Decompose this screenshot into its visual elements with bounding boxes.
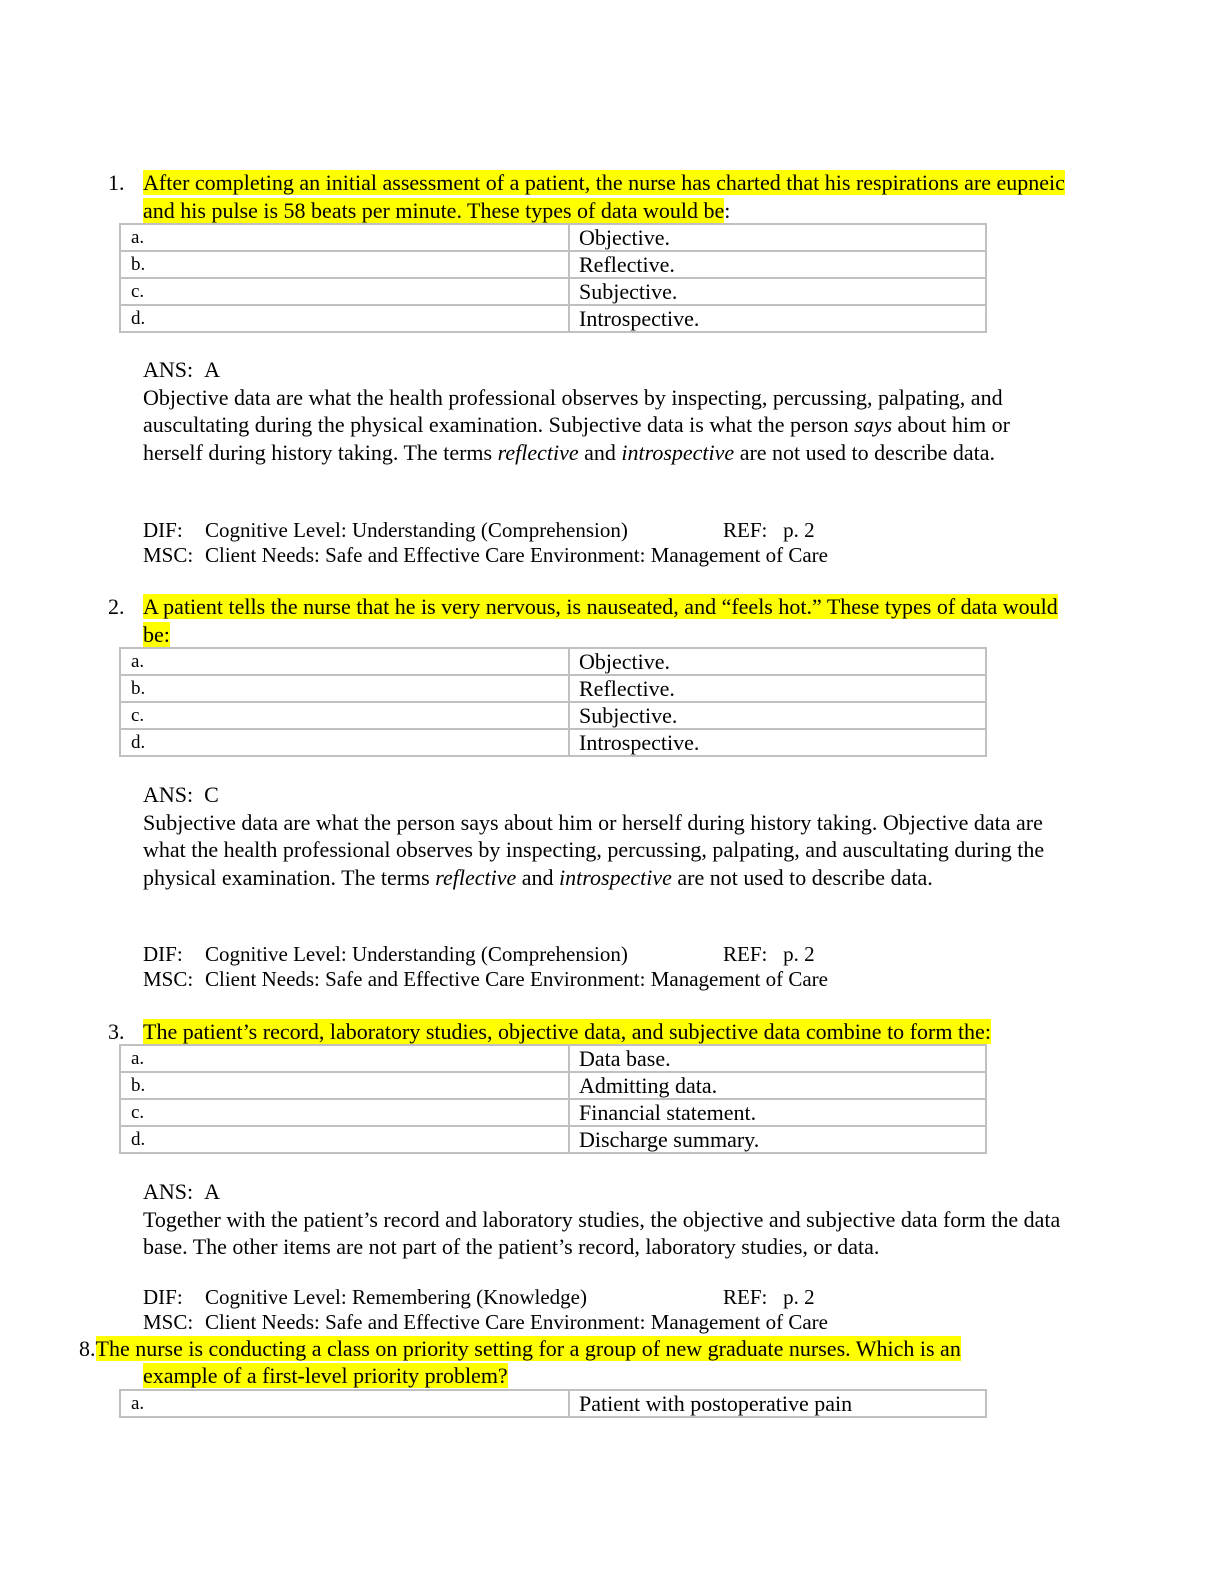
answer-rationale [143, 1178, 1073, 1261]
option-letter: a. [120, 1045, 569, 1072]
option-letter: c. [120, 278, 569, 305]
question-stem-text: The nurse is conducting a class on priority setting for a group of new graduate nurses. Which is an [95, 1336, 961, 1361]
msc-label: MSC: [143, 966, 194, 991]
dif-label: DIF: [143, 942, 183, 966]
option-letter: b. [120, 1072, 569, 1099]
ref-label: REF: [723, 518, 768, 542]
rationale-emphasis: reflective [435, 864, 517, 890]
answer-line [143, 781, 1073, 809]
question-metadata [143, 942, 1073, 991]
answer-label: ANS: [143, 357, 194, 382]
option-row[interactable] [120, 1390, 986, 1417]
option-row[interactable] [120, 1126, 986, 1153]
msc-value: Client Needs: Safe and Effective Care Environment: Management of Care [205, 542, 828, 567]
question-metadata [143, 1285, 1073, 1334]
answer-value: C [204, 782, 219, 807]
option-text: Admitting data. [569, 1072, 986, 1099]
option-row[interactable] [120, 729, 986, 756]
option-letter: d. [120, 1126, 569, 1153]
ref-label: REF: [723, 1285, 768, 1309]
ref-label: REF: [723, 942, 768, 966]
dif-value: Cognitive Level: Understanding (Comprehension) [205, 942, 628, 966]
option-row[interactable] [120, 305, 986, 332]
question-3 [0, 1018, 1224, 1046]
msc-line [143, 543, 1073, 568]
answer-line [143, 356, 1073, 384]
rationale-emphasis: reflective [497, 439, 579, 465]
dif-value: Cognitive Level: Understanding (Comprehension) [205, 518, 628, 542]
question-metadata [143, 518, 1073, 567]
question-stem-text: After completing an initial assessment of a patient, the nurse has charted that his respirations are eupneic and his pulse is 58 beats per minute. These types of data would be [143, 170, 1065, 223]
msc-label: MSC: [143, 542, 194, 567]
question-stem-suffix: : [724, 198, 731, 223]
dif-line [143, 518, 1073, 543]
option-row[interactable] [120, 251, 986, 278]
option-text: Subjective. [569, 278, 986, 305]
option-letter: c. [120, 702, 569, 729]
option-row[interactable] [120, 1072, 986, 1099]
answer-value: A [204, 1179, 221, 1204]
question-stem-line2 [143, 1362, 508, 1389]
question-stem [0, 1018, 1103, 1046]
question-stem-text: The patient’s record, laboratory studies, objective data, and subjective data combine to form the: [143, 1019, 991, 1044]
option-text: Objective. [569, 224, 986, 251]
rationale-text: are not used to describe data. [671, 864, 933, 890]
answer-line [143, 1178, 1073, 1206]
answer-label: ANS: [143, 1179, 194, 1204]
option-row[interactable] [120, 648, 986, 675]
rationale-emphasis: says [854, 412, 893, 437]
option-text: Reflective. [569, 675, 986, 702]
question-stem [0, 593, 1083, 649]
msc-line [143, 967, 1073, 992]
rationale-text: about him or herself during history taking. The terms [143, 412, 1010, 465]
option-text: Subjective. [569, 702, 986, 729]
option-text: Patient with postoperative pain [569, 1390, 986, 1417]
options-table [119, 223, 987, 333]
option-text: Introspective. [569, 305, 986, 332]
question-number: 3. [108, 1019, 125, 1044]
dif-label: DIF: [143, 1285, 183, 1309]
rationale-text: Subjective data are what the person says about him or herself during history taking. Objective data are what the health professional observes by inspecting, percussing, palpating, and auscultating during the physical examination. The terms [143, 809, 1045, 890]
rationale-text: and [516, 864, 560, 890]
answer-rationale [143, 781, 1073, 891]
option-text: Introspective. [569, 729, 986, 756]
option-letter: c. [120, 1099, 569, 1126]
option-row[interactable] [120, 675, 986, 702]
rationale-text: are not used to describe data. [734, 439, 996, 465]
option-row[interactable] [120, 702, 986, 729]
option-row[interactable] [120, 1045, 986, 1072]
option-text: Objective. [569, 648, 986, 675]
msc-line [143, 1310, 1073, 1335]
question-stem-line1 [79, 1335, 961, 1362]
answer-rationale [143, 356, 1073, 466]
option-row[interactable] [120, 224, 986, 251]
msc-value: Client Needs: Safe and Effective Care Environment: Management of Care [205, 1309, 828, 1334]
option-text: Data base. [569, 1045, 986, 1072]
ref-value: p. 2 [783, 518, 815, 542]
option-text: Discharge summary. [569, 1126, 986, 1153]
option-letter: b. [120, 251, 569, 278]
option-row[interactable] [120, 1099, 986, 1126]
option-text: Reflective. [569, 251, 986, 278]
question-number: 1. [108, 170, 125, 195]
question-stem-text: A patient tells the nurse that he is very nervous, is nauseated, and “feels hot.” These types of data would be: [143, 594, 1058, 647]
dif-line [143, 942, 1073, 967]
question-number: 2. [108, 594, 125, 619]
rationale-emphasis: introspective [559, 864, 672, 890]
options-table [119, 647, 987, 757]
dif-label: DIF: [143, 518, 183, 542]
question-2 [0, 593, 1224, 649]
options-table [119, 1044, 987, 1154]
ref-value: p. 2 [783, 942, 815, 966]
msc-label: MSC: [143, 1309, 194, 1334]
question-stem-text: example of a first-level priority problem? [143, 1363, 508, 1388]
answer-value: A [204, 357, 221, 382]
rationale-text: Together with the patient’s record and laboratory studies, the objective and subjective data form the data base. The other items are not part of the patient’s record, laboratory studies, or data. [143, 1206, 1061, 1259]
rationale-emphasis: introspective [621, 439, 735, 465]
question-stem [0, 169, 1083, 225]
question-1 [0, 169, 1224, 225]
msc-value: Client Needs: Safe and Effective Care Environment: Management of Care [205, 966, 828, 991]
rationale-text: and [578, 439, 622, 465]
ref-value: p. 2 [783, 1285, 815, 1309]
option-letter: a. [120, 1390, 569, 1417]
option-row[interactable] [120, 278, 986, 305]
option-letter: b. [120, 675, 569, 702]
dif-value: Cognitive Level: Remembering (Knowledge) [205, 1285, 587, 1309]
option-letter: a. [120, 648, 569, 675]
question-number: 8. [79, 1336, 96, 1361]
option-letter: d. [120, 305, 569, 332]
dif-line [143, 1285, 1073, 1310]
answer-label: ANS: [143, 782, 194, 807]
option-letter: a. [120, 224, 569, 251]
option-text: Financial statement. [569, 1099, 986, 1126]
option-letter: d. [120, 729, 569, 756]
rationale-text: Objective data are what the health professional observes by inspecting, percussing, palpating, and auscultating during the physical examination. Subjective data is what the person [143, 384, 1003, 437]
options-table [119, 1389, 987, 1418]
